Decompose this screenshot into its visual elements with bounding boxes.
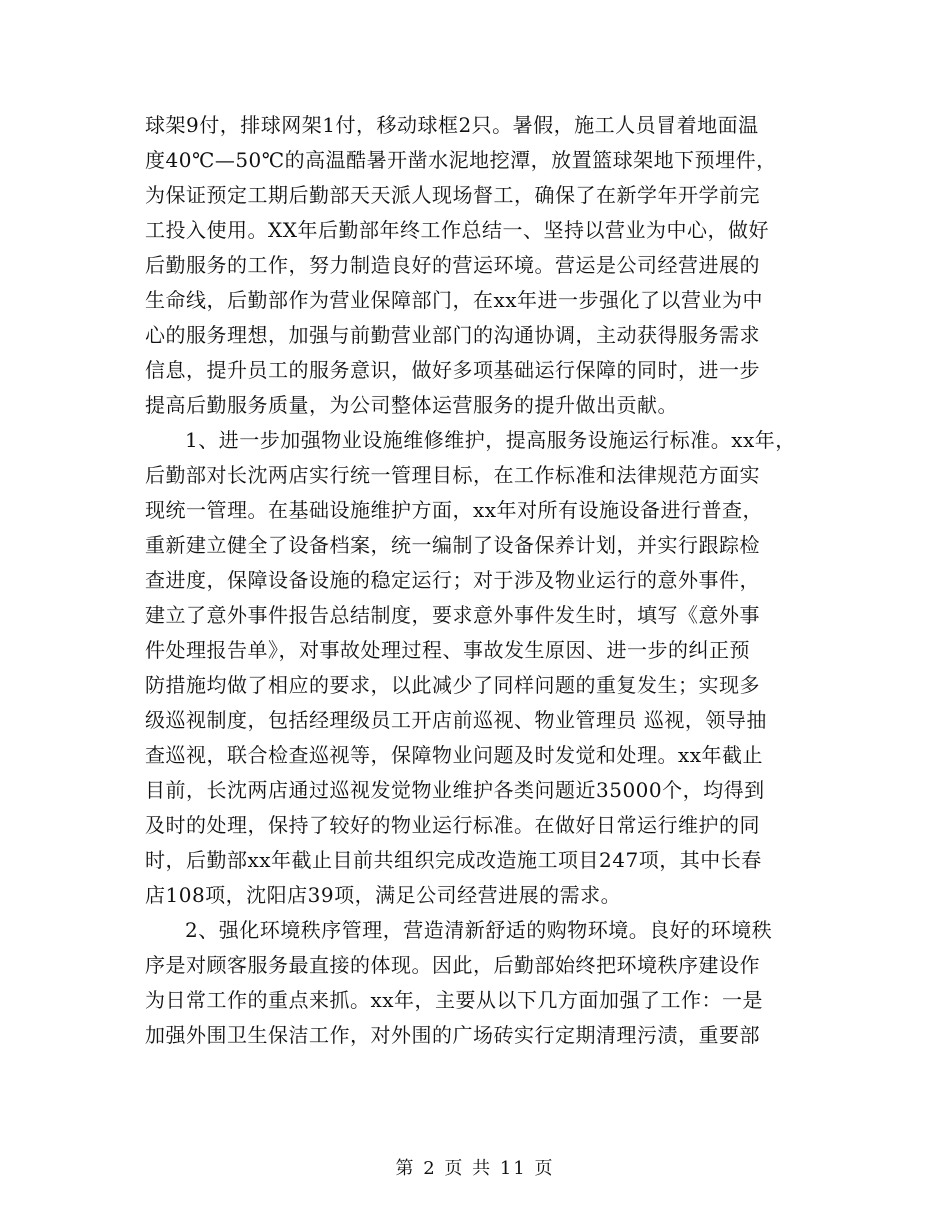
text-line: 为保证预定工期后勤部天天派人现场督工，确保了在新学年开学前完 — [145, 183, 760, 207]
document-body — [145, 108, 825, 1053]
text-line: 查进度，保障设备设施的稳定运行；对于涉及物业运行的意外事件， — [145, 568, 760, 592]
text-line: 建立了意外事件报告总结制度，要求意外事件发生时，填写《意外事 — [145, 603, 760, 627]
text-line: 查巡视，联合检查巡视等，保障物业问题及时发觉和处理。xx年截止 — [145, 743, 764, 767]
text-line: 信息，提升员工的服务意识，做好多项基础运行保障的同时，进一步 — [145, 358, 760, 382]
paragraph-start-line: 1、进一步加强物业设施维修维护，提高服务设施运行标准。xx年， — [185, 428, 796, 452]
text-line: 重新建立健全了设备档案，统一编制了设备保养计划，并实行跟踪检 — [145, 533, 760, 557]
page-footer: 第 2 页 共 11 页 — [395, 1158, 555, 1179]
text-line: 球架9付，排球网架1付，移动球框2只。暑假，施工人员冒着地面温 — [145, 113, 759, 137]
text-line: 生命线，后勤部作为营业保障部门，在xx年进一步强化了以营业为中 — [145, 288, 764, 312]
text-line: 为日常工作的重点来抓。xx年，主要从以下几方面加强了工作：一是 — [145, 988, 764, 1012]
text-line: 目前，长沈两店通过巡视发觉物业维护各类问题近35000个，均得到 — [145, 778, 765, 802]
text-line: 加强外围卫生保洁工作，对外围的广场砖实行定期清理污渍，重要部 — [145, 1023, 760, 1047]
text-line: 心的服务理想，加强与前勤营业部门的沟通协调，主动获得服务需求 — [145, 323, 760, 347]
text-line: 件处理报告单》，对事故处理过程、事故发生原因、进一步的纠正预 — [145, 638, 750, 662]
text-line: 现统一管理。在基础设施维护方面，xx年对所有设施设备进行普查， — [145, 498, 764, 522]
text-line: 级巡视制度，包括经理级员工开店前巡视、物业管理员 巡视，领导抽 — [145, 708, 767, 732]
text-line: 时，后勤部xx年截止目前共组织完成改造施工项目247项，其中长春 — [145, 848, 762, 872]
text-line: 工投入使用。XX年后勤部年终工作总结一、坚持以营业为中心，做好 — [145, 218, 769, 242]
text-line: 提高后勤服务质量，为公司整体运营服务的提升做出贡献。 — [145, 393, 678, 417]
text-line: 店108项，沈阳店39项，满足公司经营进展的需求。 — [145, 883, 622, 907]
text-line: 后勤服务的工作，努力制造良好的营运环境。营运是公司经营进展的 — [145, 253, 760, 277]
text-line: 防措施均做了相应的要求，以此减少了同样问题的重复发生；实现多 — [145, 673, 760, 697]
text-line: 度40℃—50℃的高温酷暑开凿水泥地挖潭，放置篮球架地下预埋件， — [145, 148, 777, 172]
paragraph-start-line: 2、强化环境秩序管理，营造清新舒适的购物环境。良好的环境秩 — [185, 918, 773, 942]
text-line: 序是对顾客服务最直接的体现。因此，后勤部始终把环境秩序建设作 — [145, 953, 760, 977]
text-line: 后勤部对长沈两店实行统一管理目标，在工作标准和法律规范方面实 — [145, 463, 760, 487]
text-line: 及时的处理，保持了较好的物业运行标准。在做好日常运行维护的同 — [145, 813, 760, 837]
